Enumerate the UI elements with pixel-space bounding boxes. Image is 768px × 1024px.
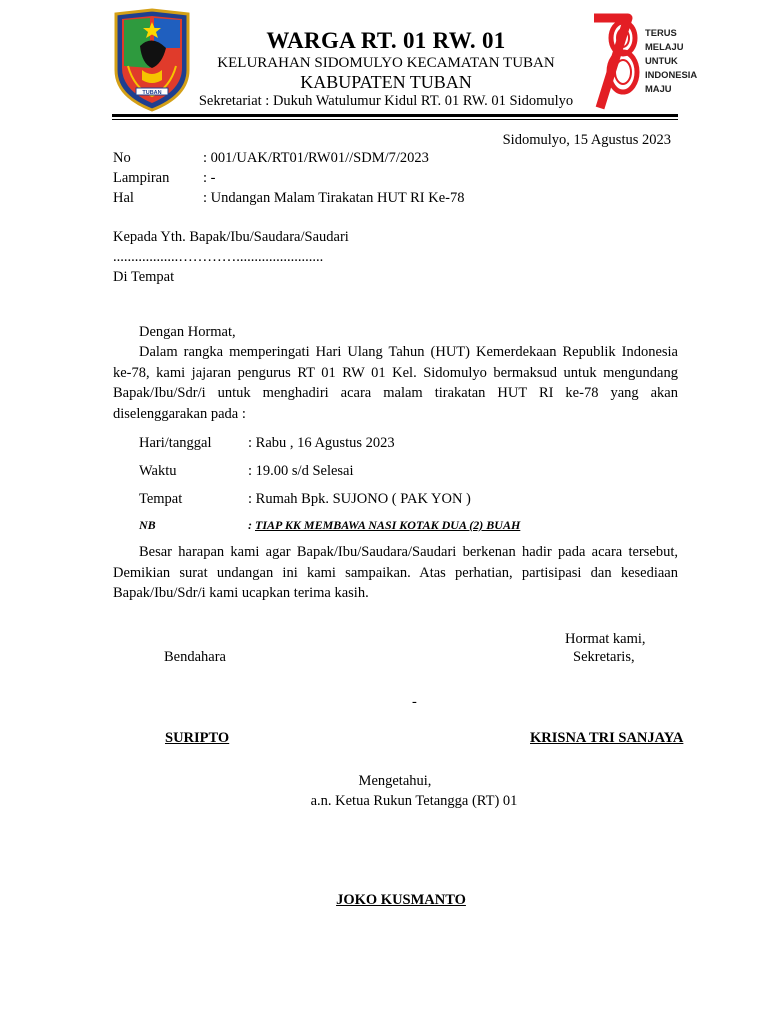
recipient-place: Di Tempat	[113, 269, 175, 285]
meta-label-no: No	[113, 150, 131, 166]
nb-note	[248, 518, 520, 533]
slogan-line: INDONESIA	[645, 69, 698, 80]
closing-greeting: Hormat kami,	[565, 631, 646, 647]
meta-value-hal: : Undangan Malam Tirakatan HUT RI Ke-78	[203, 190, 465, 206]
signer-right-role: Sekretaris,	[573, 649, 635, 665]
detail-label-time: Waktu	[139, 463, 177, 479]
slogan-line: UNTUK	[645, 55, 678, 66]
nb-label: NB	[139, 518, 156, 532]
nb-text: TIAP KK MEMBAWA NASI KOTAK DUA (2) BUAH	[255, 518, 521, 532]
letterhead-kabupaten: KABUPATEN TUBAN	[300, 72, 472, 92]
letterhead-kelurahan: KELURAHAN SIDOMULYO KECAMATAN TUBAN	[217, 55, 555, 71]
slogan-line: TERUS	[645, 27, 677, 38]
acknowledgement-label: Mengetahui,	[358, 773, 432, 789]
slogan-line: MAJU	[645, 83, 672, 94]
signer-left-role: Bendahara	[164, 649, 226, 665]
meta-label-hal: Hal	[113, 190, 134, 206]
slogan-line: MELAJU	[645, 41, 684, 52]
recipient-blank-line: ..................…………........................	[113, 249, 324, 265]
acknowledgement-role: a.n. Ketua Rukun Tetangga (RT) 01	[310, 793, 518, 809]
meta-value-no: : 001/UAK/RT01/RW01//SDM/7/2023	[203, 150, 429, 166]
opening-paragraph	[113, 342, 678, 424]
signer-left-name: SURIPTO	[165, 730, 230, 746]
emblem-banner-text: TUBAN	[142, 90, 162, 96]
closing-paragraph-text: Besar harapan kami agar Bapak/Ibu/Saudara/Saudari berkenan hadir pada acara tersebut, Demikian surat undangan ini kami sampaikan. Atas perhatian, partisipasi dan kesediaan Bapak/Ibu/Sdr/i kami ucapkan terima kasih.	[113, 544, 678, 601]
opening-paragraph-text: Dalam rangka memperingati Hari Ulang Tahun (HUT) Kemerdekaan Republik Indonesia ke-78, kami jajaran pengurus RT 01 RW 01 Kel. Sidomulyo bermaksud untuk mengundang Bapak/Ibu/Sdr/i untuk menghadiri acara malam tirakatan HUT RI ke-78 yang akan diselenggarakan pada :	[113, 344, 678, 422]
detail-value-time: : 19.00 s/d Selesai	[248, 463, 354, 479]
letterhead-rule-thick	[112, 114, 678, 117]
meta-label-lampiran: Lampiran	[113, 170, 170, 186]
dash-mark: -	[412, 694, 417, 710]
closing-paragraph	[113, 542, 678, 604]
detail-label-place: Tempat	[139, 491, 183, 507]
letter-date: Sidomulyo, 15 Agustus 2023	[502, 132, 671, 148]
signer-right-name: KRISNA TRI SANJAYA	[530, 730, 684, 746]
nb-colon: :	[248, 518, 252, 532]
acknowledger-name: JOKO KUSMANTO	[336, 892, 466, 908]
detail-label-date: Hari/tanggal	[139, 435, 212, 451]
detail-value-date: : Rabu , 16 Agustus 2023	[248, 435, 395, 451]
salutation: Dengan Hormat,	[139, 324, 236, 340]
detail-value-place: : Rumah Bpk. SUJONO ( PAK YON )	[248, 491, 471, 507]
hut-ri-slogan	[645, 26, 697, 96]
meta-value-lampiran: : -	[203, 170, 216, 186]
letterhead-address: Sekretariat : Dukuh Watulumur Kidul RT. 01 RW. 01 Sidomulyo	[198, 93, 574, 109]
letterhead-rule-thin	[112, 119, 678, 120]
letterhead-title: WARGA RT. 01 RW. 01	[266, 28, 506, 53]
recipient-line: Kepada Yth. Bapak/Ibu/Saudara/Saudari	[113, 229, 349, 245]
tuban-emblem-logo	[112, 8, 192, 112]
